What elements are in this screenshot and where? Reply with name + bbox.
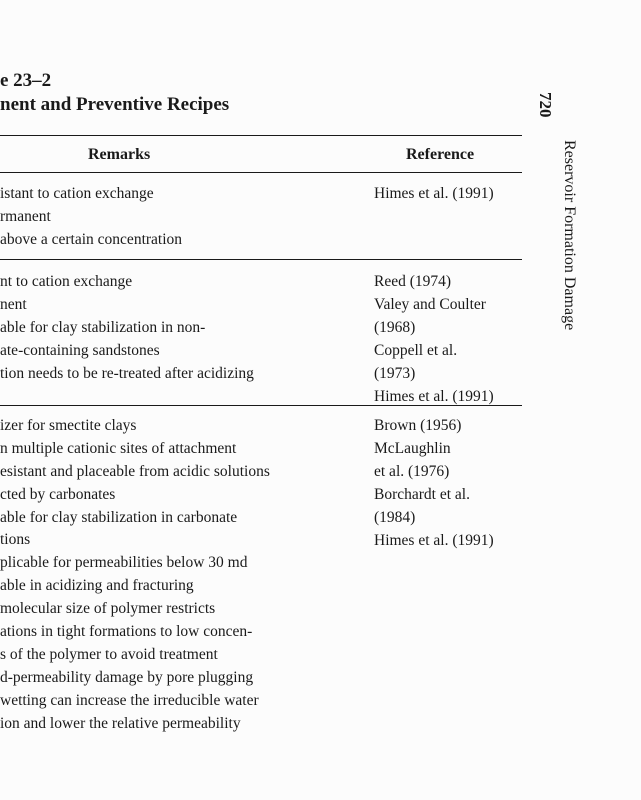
remark-line: istant to cation exchange [0, 185, 154, 202]
table-title: nent and Preventive Recipes [0, 94, 230, 115]
reference-line: (1968) [374, 319, 416, 336]
reference-line: et al. (1976) [374, 463, 450, 480]
column-header-remarks: Remarks [88, 146, 151, 163]
reference-line: Brown (1956) [374, 417, 462, 434]
remark-line: nent [0, 296, 27, 313]
remark-line: able for clay stabilization in non- [0, 319, 206, 336]
remark-line: ion and lower the relative permeability [0, 714, 241, 732]
table-row-3-reference [374, 414, 494, 552]
remark-line: tions [0, 531, 31, 549]
remark-line: nt to cation exchange [0, 273, 133, 290]
remark-line: ations in tight formations to low concen- [0, 623, 253, 641]
running-head: Reservoir Formation Damage [561, 140, 578, 331]
reference-line: (1984) [374, 509, 416, 526]
remark-line: able in acidizing and fracturing [0, 577, 194, 595]
remark-line: molecular size of polymer restricts [0, 600, 216, 618]
reference-line: Coppell et al. [374, 342, 458, 359]
reference-line: McLaughlin [374, 440, 451, 457]
remark-line: tion needs to be re-treated after acidizing [0, 365, 254, 382]
column-header-reference: Reference [406, 146, 475, 163]
row-divider [0, 259, 522, 260]
reference-line: Himes et al. (1991) [374, 532, 494, 549]
table-row-2-remarks [0, 270, 254, 385]
remark-line: wetting can increase the irreducible water [0, 691, 259, 709]
reference-line: Himes et al. (1991) [374, 388, 494, 405]
remark-line: d-permeability damage by pore plugging [0, 668, 254, 686]
table-top-rule [0, 135, 522, 136]
remark-line: izer for smectite clays [0, 417, 137, 434]
row-divider [0, 405, 522, 406]
table-row-3-remarks [0, 414, 270, 734]
reference-line: Valey and Coulter [374, 296, 486, 313]
remark-line: n multiple cationic sites of attachment [0, 439, 237, 457]
table-row-1-reference [374, 182, 494, 205]
header-rule [0, 172, 522, 173]
remark-line: plicable for permeabilities below 30 md [0, 554, 248, 572]
remark-line: above a certain concentration [0, 231, 183, 248]
table-row-2-reference [374, 270, 494, 408]
remark-line: esistant and placeable from acidic solutions [0, 462, 270, 480]
reference-line: Borchardt et al. [374, 486, 470, 503]
table-title-number: e 23–2 [0, 70, 52, 91]
remark-line: rmanent [0, 208, 51, 225]
remark-line: s of the polymer to avoid treatment [0, 645, 218, 663]
remark-line: able for clay stabilization in carbonate [0, 508, 238, 526]
reference-line: (1973) [374, 365, 416, 382]
remark-line: ate-containing sandstones [0, 342, 160, 359]
reference-line: Reed (1974) [374, 273, 452, 290]
remark-line: cted by carbonates [0, 485, 116, 503]
table-row-1-remarks [0, 182, 182, 251]
reference-line: Himes et al. (1991) [374, 185, 494, 202]
page-number: 720 [536, 92, 555, 118]
